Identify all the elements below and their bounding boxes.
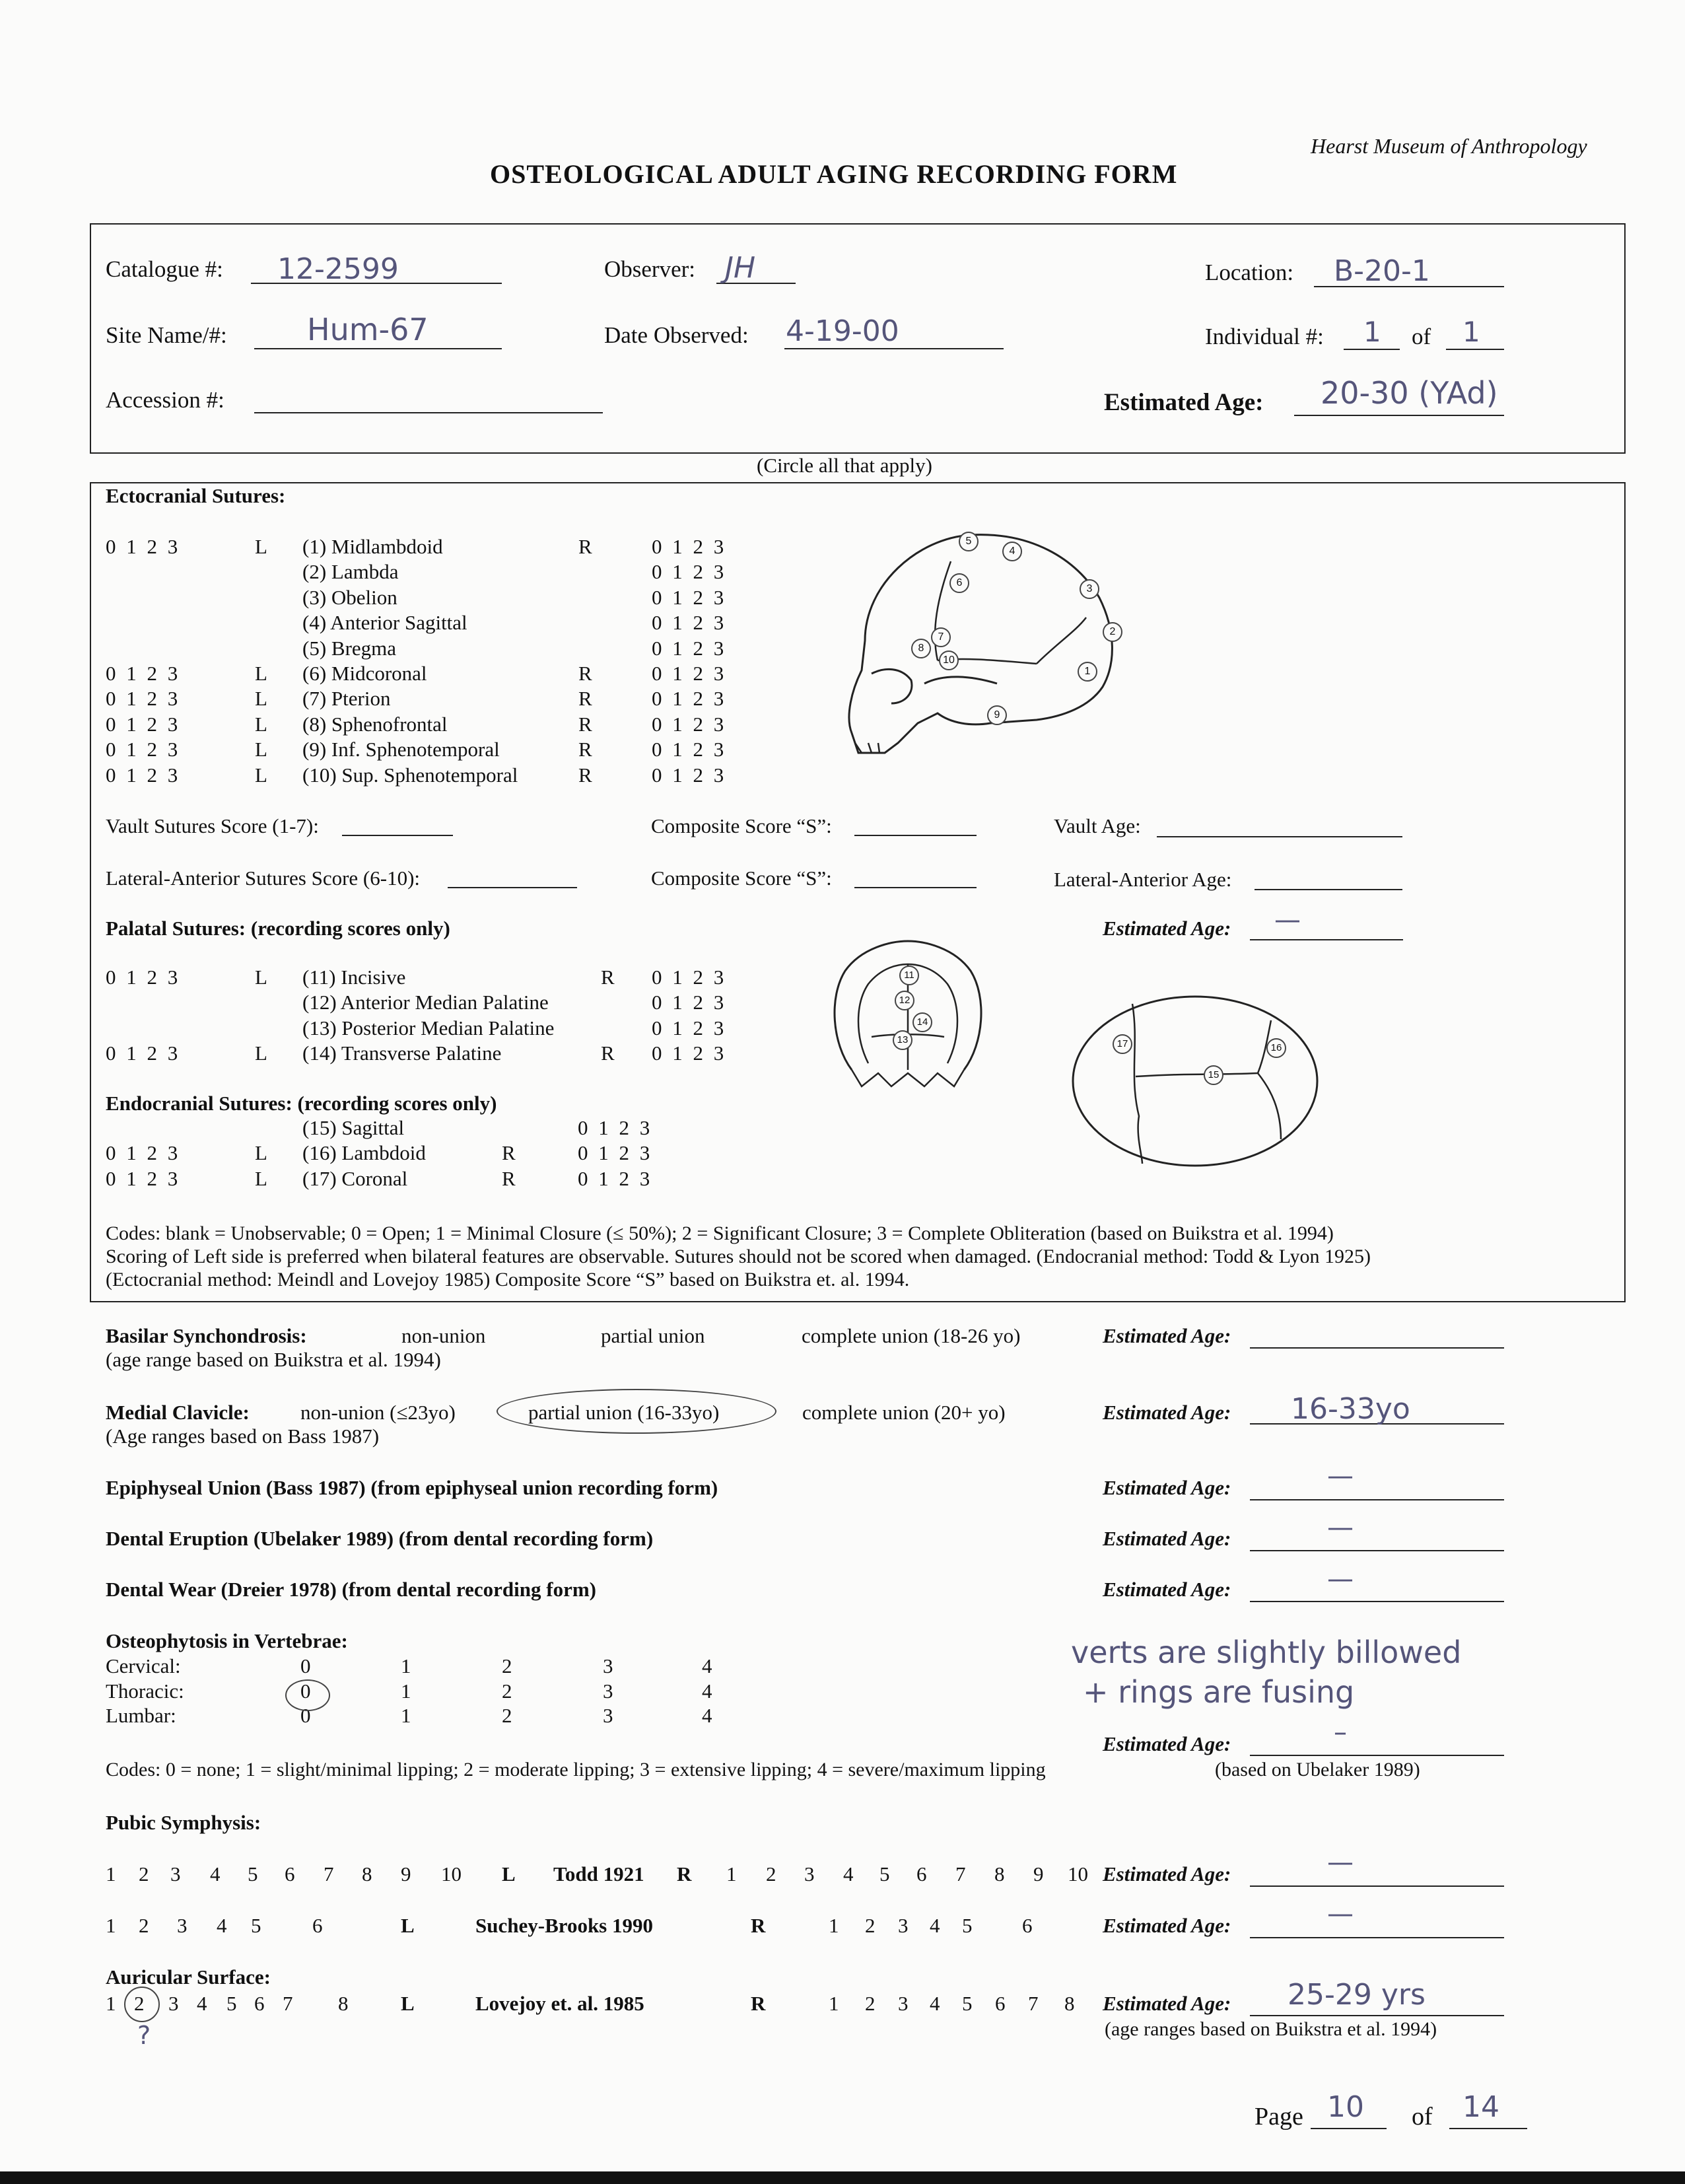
palatal-right-side: R [601,1041,615,1065]
palatal-right-side: R [601,966,615,989]
ecto-left-scores[interactable]: 0 1 2 3 [106,763,178,787]
auricular-left-score[interactable]: 5 [226,1992,237,2015]
osteo-score[interactable]: 4 [702,1704,712,1727]
codes-line-3: (Ectocranial method: Meindl and Lovejoy 1985) Composite Score “S” based on Buikstra et. al. 1994. [106,1269,910,1290]
basilar-sub: (age range based on Buikstra et al. 1994) [106,1348,441,1371]
clavicle-heading: Medial Clavicle: [106,1401,250,1424]
clavicle-opt-complete[interactable]: complete union (20+ yo) [802,1401,1006,1424]
endo-left-scores[interactable]: 0 1 2 3 [106,1166,178,1190]
ecto-suture-name: (2) Lambda [302,560,399,584]
auricular-left-score[interactable]: 6 [254,1992,265,2015]
ecto-left-side: L [255,535,267,558]
todd-right-score[interactable]: 7 [955,1862,966,1885]
endo-right-scores[interactable]: 0 1 2 3 [578,1141,650,1165]
endo-left-scores[interactable]: 0 1 2 3 [106,1141,178,1165]
osteo-score[interactable]: 3 [603,1704,613,1727]
palatal-right-scores[interactable]: 0 1 2 3 [652,966,724,989]
todd-right-score[interactable]: 2 [766,1862,776,1885]
osteo-score[interactable]: 0 [300,1679,311,1703]
observer-label: Observer: [604,256,696,282]
individual-label: Individual #: [1205,324,1324,349]
ecto-left-scores[interactable]: 0 1 2 3 [106,738,178,761]
ecto-suture-name: (1) Midlambdoid [302,535,443,558]
cranium-number-marker: 16 [1266,1038,1286,1058]
ecto-right-side: R [578,738,592,761]
endo-heading: Endocranial Sutures: (recording scores only) [106,1092,497,1115]
todd-left-score[interactable]: 4 [210,1862,221,1885]
palatal-right-scores[interactable]: 0 1 2 3 [652,1041,724,1065]
osteo-codes: Codes: 0 = none; 1 = slight/minimal lipping; 2 = moderate lipping; 3 = extensive lipping; 4 = severe/maximum lipping [106,1759,1046,1780]
auricular-right-score[interactable]: 5 [962,1992,973,2015]
auricular-est-line [1250,2015,1504,2016]
codes-line-1: Codes: blank = Unobservable; 0 = Open; 1 = Minimal Closure (≤ 50%); 2 = Significant Closure; 3 = Complete Obliteration (based on Buikstra et al. 1994) [106,1222,1334,1244]
endo-suture-name: (17) Coronal [302,1166,408,1190]
page-line [1311,2128,1387,2129]
epiphyseal-est-value[interactable]: — [1327,1461,1354,1491]
todd-right-score[interactable]: 10 [1068,1862,1088,1885]
sb-right-score[interactable]: 5 [962,1914,973,1937]
vault-score-label: Vault Sutures Score (1-7): [106,814,319,837]
todd-label: Todd 1921 [553,1862,644,1885]
ecto-left-side: L [255,763,267,787]
pubic-heading: Pubic Symphysis: [106,1811,261,1834]
auricular-right-score[interactable]: 2 [865,1992,876,2015]
osteo-row-label: Thoracic: [106,1679,184,1703]
osteo-score[interactable]: 4 [702,1654,712,1677]
auricular-est-value[interactable]: 25-29 yrs [1288,1978,1426,2012]
skull-number-marker: 9 [987,705,1007,725]
ecto-suture-name: (9) Inf. Sphenotemporal [302,738,500,761]
todd-right-score[interactable]: 5 [879,1862,890,1885]
palatal-suture-name: (14) Transverse Palatine [302,1041,502,1065]
sb-left-score[interactable]: 3 [177,1914,188,1937]
palatal-left-scores[interactable]: 0 1 2 3 [106,1041,178,1065]
osteo-score[interactable]: 0 [300,1704,311,1727]
todd-left-score[interactable]: 9 [401,1862,411,1885]
osteo-score[interactable]: 1 [401,1704,411,1727]
palatal-right-scores[interactable]: 0 1 2 3 [652,1016,724,1039]
date-line [784,348,1004,349]
accession-label: Accession #: [106,387,224,413]
ecto-right-side: R [578,687,592,711]
individual-of: of [1412,324,1431,349]
clavicle-sub: (Age ranges based on Bass 1987) [106,1425,380,1448]
dental-eruption-est-label: Estimated Age: [1103,1527,1231,1550]
auricular-left-score[interactable]: 2 [134,1992,145,2015]
vault-age-label: Vault Age: [1054,814,1141,837]
todd-left-score[interactable]: 5 [248,1862,258,1885]
endo-right-side: R [502,1166,516,1190]
palatal-est-line [1250,939,1403,940]
ecto-right-scores[interactable]: 0 1 2 3 [652,560,724,584]
ecto-left-scores[interactable]: 0 1 2 3 [106,535,178,558]
sb-est-label: Estimated Age: [1103,1914,1231,1937]
est-age-line [1294,415,1504,416]
basilar-heading: Basilar Synchondrosis: [106,1324,307,1347]
ecto-left-scores[interactable]: 0 1 2 3 [106,712,178,736]
auricular-right-score[interactable]: 1 [829,1992,839,2015]
auricular-right-score[interactable]: 4 [930,1992,940,2015]
osteo-score[interactable]: 2 [502,1654,512,1677]
ecto-right-side: R [578,763,592,787]
date-label: Date Observed: [604,322,749,348]
sb-left-score[interactable]: 6 [312,1914,323,1937]
osteo-heading: Osteophytosis in Vertebrae: [106,1629,348,1652]
individual-value[interactable]: 1 [1363,316,1381,348]
endo-right-scores[interactable]: 0 1 2 3 [578,1166,650,1190]
todd-est-line [1250,1885,1504,1887]
skull-diagram [839,525,1129,769]
sb-est-line [1250,1937,1504,1938]
todd-left-score[interactable]: 6 [285,1862,295,1885]
individual-total[interactable]: 1 [1462,316,1480,348]
todd-est-label: Estimated Age: [1103,1862,1231,1885]
todd-left-score[interactable]: 10 [441,1862,462,1885]
clavicle-partial-circle [497,1389,776,1434]
auricular-question: ? [137,2021,151,2050]
sb-right-score[interactable]: 2 [865,1914,876,1937]
auricular-left-score[interactable]: 4 [197,1992,207,2015]
ecto-right-side: R [578,662,592,685]
osteo-score[interactable]: 0 [300,1654,311,1677]
catalogue-value[interactable]: 12-2599 [277,252,399,286]
cranium-diagram [1066,991,1324,1172]
auricular-score-circle [124,1987,160,2022]
todd-right-score[interactable]: 9 [1033,1862,1044,1885]
institution-name: Hearst Museum of Anthropology [1311,134,1587,158]
thoracic-score-circle [285,1679,330,1711]
todd-left-score[interactable]: 1 [106,1862,116,1885]
sb-left-score[interactable]: 1 [106,1914,116,1937]
osteo-score[interactable]: 4 [702,1679,712,1703]
todd-L: L [502,1862,516,1885]
basilar-opt-nonunion[interactable]: non-union [401,1324,486,1347]
todd-est-value[interactable]: — [1327,1847,1354,1878]
osteo-score[interactable]: 2 [502,1679,512,1703]
lat-age-line[interactable] [1255,889,1402,890]
ecto-suture-name: (7) Pterion [302,687,391,711]
total-value[interactable]: 14 [1462,2090,1499,2124]
auricular-right-score[interactable]: 7 [1028,1992,1039,2015]
todd-left-score[interactable]: 7 [324,1862,334,1885]
todd-right-score[interactable]: 1 [726,1862,737,1885]
composite-line-2[interactable] [854,887,977,888]
clavicle-opt-partial[interactable]: partial union (16-33yo) [528,1401,720,1424]
endo-left-side: L [255,1166,267,1190]
auricular-left-score[interactable]: 3 [168,1992,179,2015]
palatal-left-scores[interactable]: 0 1 2 3 [106,966,178,989]
osteo-score[interactable]: 1 [401,1654,411,1677]
ecto-suture-name: (8) Sphenofrontal [302,712,448,736]
composite-line-1[interactable] [854,835,977,836]
clavicle-est-label: Estimated Age: [1103,1401,1231,1424]
skull-number-marker: 1 [1078,662,1097,682]
ecto-right-scores[interactable]: 0 1 2 3 [652,738,724,761]
ecto-right-side: R [578,535,592,558]
ecto-right-scores[interactable]: 0 1 2 3 [652,712,724,736]
sb-left-score[interactable]: 5 [251,1914,261,1937]
auricular-left-score[interactable]: 8 [338,1992,349,2015]
cranium-number-marker: 17 [1113,1034,1132,1054]
ecto-left-scores[interactable]: 0 1 2 3 [106,662,178,685]
dental-eruption-est-line [1250,1550,1504,1551]
sb-right-score[interactable]: 6 [1022,1914,1033,1937]
sb-left-score[interactable]: 2 [139,1914,149,1937]
osteo-row-label: Lumbar: [106,1704,176,1727]
palatal-est-label: Estimated Age: [1103,917,1231,940]
epiphyseal-label: Epiphyseal Union (Bass 1987) (from epiphyseal union recording form) [106,1476,718,1499]
auricular-est-label: Estimated Age: [1103,1992,1231,2015]
dental-wear-est-line [1250,1601,1504,1602]
palate-number-marker: 14 [912,1012,932,1032]
ecto-left-side: L [255,738,267,761]
ecto-right-side: R [578,712,592,736]
todd-left-score[interactable]: 2 [139,1862,149,1885]
sb-est-value[interactable]: — [1327,1899,1354,1929]
total-line [1449,2128,1527,2129]
todd-right-score[interactable]: 3 [804,1862,815,1885]
todd-right-score[interactable]: 4 [843,1862,854,1885]
clavicle-est-value[interactable]: 16-33yo [1291,1392,1410,1426]
todd-right-score[interactable]: 6 [916,1862,927,1885]
catalogue-label: Catalogue #: [106,256,223,282]
auricular-right-score[interactable]: 3 [898,1992,909,2015]
sb-L: L [401,1914,415,1937]
dental-wear-est-label: Estimated Age: [1103,1578,1231,1601]
palatal-est-value[interactable]: — [1274,905,1301,935]
osteo-note-line2: + rings are fusing [1083,1674,1355,1710]
sb-R: R [751,1914,766,1937]
osteo-codes-ref: (based on Ubelaker 1989) [1215,1759,1420,1780]
auricular-sub: (age ranges based on Buikstra et al. 1994) [1105,2018,1437,2040]
endo-right-side: R [502,1141,516,1165]
observer-value[interactable]: JH [725,251,756,285]
auricular-right-score[interactable]: 8 [1064,1992,1075,2015]
sb-right-score[interactable]: 3 [898,1914,909,1937]
ecto-right-scores[interactable]: 0 1 2 3 [652,687,724,711]
form-title: OSTEOLOGICAL ADULT AGING RECORDING FORM [490,159,1178,189]
codes-line-2: Scoring of Left side is preferred when bilateral features are observable. Sutures should not be scored when damaged. (Endocranial method: Todd & Lyon 1925) [106,1246,1371,1267]
lat-score-label: Lateral-Anterior Sutures Score (6-10): [106,866,421,890]
vault-score-line[interactable] [342,835,453,836]
auricular-right-score[interactable]: 6 [995,1992,1006,2015]
palatal-suture-name: (12) Anterior Median Palatine [302,991,549,1014]
est-age-value[interactable]: 20-30 (YAd) [1321,375,1498,411]
osteo-score[interactable]: 3 [603,1654,613,1677]
ecto-suture-name: (4) Anterior Sagittal [302,611,467,635]
ecto-suture-name: (6) Midcoronal [302,662,427,685]
sb-right-score[interactable]: 4 [930,1914,940,1937]
palatal-left-side: L [255,966,267,989]
skull-number-marker: 2 [1103,622,1122,642]
ecto-right-scores[interactable]: 0 1 2 3 [652,611,724,635]
page-label: Page [1255,2103,1303,2131]
skull-number-marker: 10 [939,651,959,670]
palate-number-marker: 13 [893,1030,912,1050]
endo-left-side: L [255,1141,267,1165]
sb-left-score[interactable]: 4 [217,1914,227,1937]
site-line [254,348,502,349]
osteo-est-value[interactable]: – [1334,1717,1347,1747]
individual-total-line [1446,349,1504,350]
skull-number-marker: 4 [1002,542,1022,561]
palate-number-marker: 11 [899,966,919,985]
scan-edge [0,2171,1685,2184]
palatal-heading: Palatal Sutures: (recording scores only) [106,917,450,940]
ecto-left-side: L [255,712,267,736]
basilar-opt-complete[interactable]: complete union (18-26 yo) [802,1324,1021,1347]
todd-R: R [677,1862,692,1885]
todd-left-score[interactable]: 3 [170,1862,181,1885]
osteo-score[interactable]: 2 [502,1704,512,1727]
ecto-suture-name: (5) Bregma [302,636,397,660]
skull-number-marker: 5 [959,532,979,551]
palatal-left-side: L [255,1041,267,1065]
location-value[interactable]: B-20-1 [1334,254,1430,288]
dental-wear-label: Dental Wear (Dreier 1978) (from dental recording form) [106,1578,596,1601]
palate-number-marker: 12 [895,991,914,1010]
osteo-row-label: Cervical: [106,1654,181,1677]
skull-number-marker: 6 [949,573,969,593]
lat-age-label: Lateral-Anterior Age: [1054,868,1232,891]
skull-number-marker: 8 [911,639,931,658]
basilar-est-label: Estimated Age: [1103,1324,1231,1347]
est-age-label: Estimated Age: [1104,389,1264,416]
auricular-left-score[interactable]: 1 [106,1992,116,2015]
accession-line[interactable] [254,412,603,413]
osteo-score[interactable]: 3 [603,1679,613,1703]
auricular-R: R [751,1992,766,2015]
location-label: Location: [1205,260,1294,285]
site-value[interactable]: Hum-67 [307,312,429,347]
osteo-score[interactable]: 1 [401,1679,411,1703]
ecto-suture-name: (3) Obelion [302,585,397,609]
skull-number-marker: 3 [1080,579,1099,599]
sb-right-score[interactable]: 1 [829,1914,839,1937]
cranium-number-marker: 15 [1204,1065,1223,1085]
auricular-L: L [401,1992,415,2015]
osteo-est-label: Estimated Age: [1103,1732,1231,1755]
ecto-suture-name: (10) Sup. Sphenotemporal [302,763,518,787]
skull-number-marker: 7 [931,627,951,647]
osteo-note-line1: verts are slightly billowed [1071,1635,1462,1670]
osteo-est-line [1250,1755,1504,1756]
ecto-left-side: L [255,687,267,711]
ecto-right-scores[interactable]: 0 1 2 3 [652,662,724,685]
todd-left-score[interactable]: 8 [362,1862,372,1885]
palatal-suture-name: (13) Posterior Median Palatine [302,1016,555,1039]
composite-label-1: Composite Score “S”: [651,814,832,837]
circle-note: (Circle all that apply) [757,454,932,477]
endo-suture-name: (15) Sagittal [302,1116,405,1139]
palatal-right-scores[interactable]: 0 1 2 3 [652,991,724,1014]
auricular-label: Lovejoy et. al. 1985 [475,1992,644,2015]
individual-line [1344,349,1400,350]
ecto-heading: Ectocranial Sutures: [106,484,286,507]
basilar-opt-partial[interactable]: partial union [601,1324,705,1347]
lat-score-line[interactable] [448,887,577,888]
endo-suture-name: (16) Lambdoid [302,1141,426,1165]
palatal-suture-name: (11) Incisive [302,966,406,989]
vault-age-line[interactable] [1157,836,1402,837]
page-value[interactable]: 10 [1327,2090,1364,2124]
palate-diagram [825,938,990,1090]
dental-eruption-est-value[interactable]: — [1327,1512,1354,1543]
ecto-right-scores[interactable]: 0 1 2 3 [652,535,724,558]
dental-wear-est-value[interactable]: — [1327,1564,1354,1594]
ecto-left-side: L [255,662,267,685]
epiphyseal-est-label: Estimated Age: [1103,1476,1231,1499]
basilar-est-line[interactable] [1250,1347,1504,1349]
epiphyseal-est-line [1250,1499,1504,1500]
site-label: Site Name/#: [106,322,227,348]
sb-label: Suchey-Brooks 1990 [475,1914,653,1937]
endo-right-scores[interactable]: 0 1 2 3 [578,1116,650,1139]
dental-eruption-label: Dental Eruption (Ubelaker 1989) (from dental recording form) [106,1527,654,1550]
ecto-left-scores[interactable]: 0 1 2 3 [106,687,178,711]
ecto-right-scores[interactable]: 0 1 2 3 [652,636,724,660]
date-value[interactable]: 4-19-00 [786,314,899,348]
ecto-right-scores[interactable]: 0 1 2 3 [652,585,724,609]
auricular-left-score[interactable]: 7 [283,1992,293,2015]
todd-right-score[interactable]: 8 [994,1862,1005,1885]
ecto-right-scores[interactable]: 0 1 2 3 [652,763,724,787]
clavicle-opt-nonunion[interactable]: non-union (≤23yo) [300,1401,456,1424]
page-of: of [1412,2103,1433,2131]
auricular-heading: Auricular Surface: [106,1965,271,1989]
composite-label-2: Composite Score “S”: [651,866,832,890]
